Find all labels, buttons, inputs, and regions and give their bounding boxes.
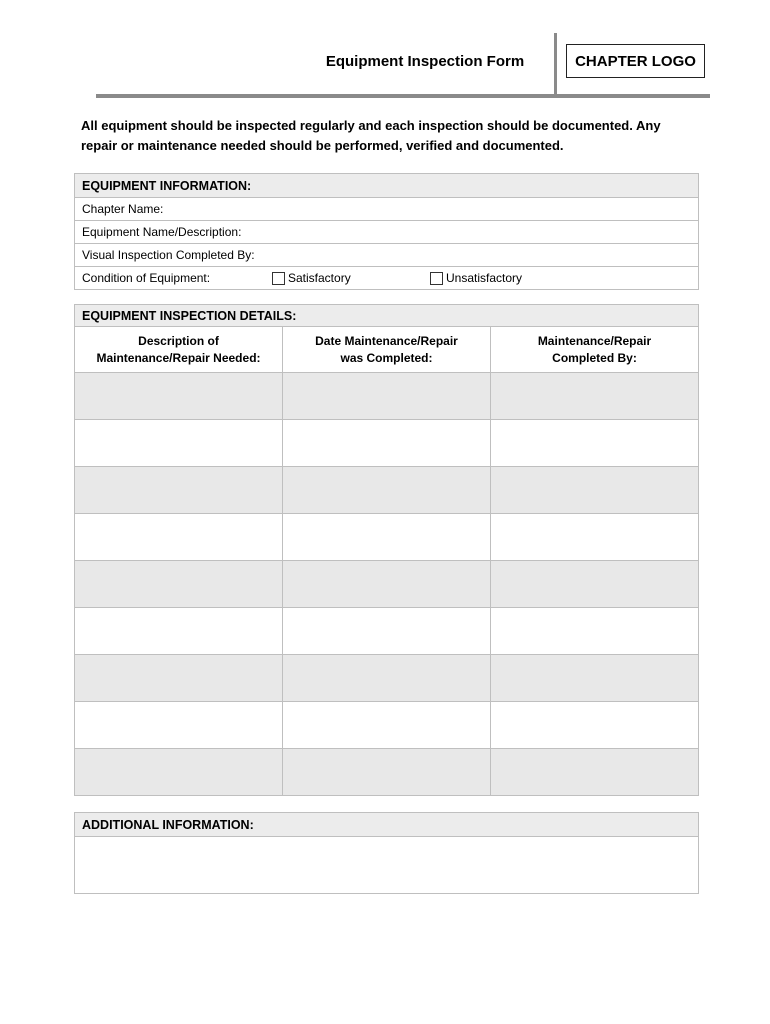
column-header-date-line-2: was Completed:	[340, 350, 433, 365]
date-cell[interactable]	[283, 749, 491, 796]
column-header-date	[283, 327, 491, 373]
date-cell[interactable]	[283, 373, 491, 420]
completed-by-cell[interactable]	[491, 420, 699, 467]
description-cell[interactable]	[75, 749, 283, 796]
column-header-completed-by-line-2: Completed By:	[552, 350, 637, 365]
intro-text	[81, 116, 701, 156]
chapter-name-field[interactable]	[75, 198, 699, 221]
date-cell[interactable]	[283, 420, 491, 467]
completed-by-cell[interactable]	[491, 749, 699, 796]
description-cell[interactable]	[75, 467, 283, 514]
unsatisfactory-option[interactable]	[430, 271, 522, 285]
satisfactory-option[interactable]	[272, 271, 430, 285]
additional-information-field[interactable]	[75, 837, 699, 894]
unsatisfactory-checkbox[interactable]	[430, 272, 443, 285]
additional-information-table	[74, 812, 699, 894]
date-cell[interactable]	[283, 655, 491, 702]
description-cell[interactable]	[75, 420, 283, 467]
table-row	[75, 608, 699, 655]
completed-by-cell[interactable]	[491, 655, 699, 702]
additional-information-heading: ADDITIONAL INFORMATION:	[75, 813, 699, 837]
date-cell[interactable]	[283, 561, 491, 608]
completed-by-cell[interactable]	[491, 561, 699, 608]
intro-line-2: repair or maintenance needed should be performed, verified and documented.	[81, 138, 564, 153]
intro-line-1: All equipment should be inspected regularly and each inspection should be documented. Any	[81, 118, 661, 133]
description-cell[interactable]	[75, 702, 283, 749]
satisfactory-checkbox[interactable]	[272, 272, 285, 285]
chapter-name-label: Chapter Name:	[82, 202, 164, 216]
completed-by-cell[interactable]	[491, 608, 699, 655]
inspected-by-label: Visual Inspection Completed By:	[82, 248, 255, 262]
satisfactory-label: Satisfactory	[288, 271, 351, 285]
inspected-by-field[interactable]	[75, 244, 699, 267]
equipment-information-table	[74, 173, 699, 290]
completed-by-cell[interactable]	[491, 702, 699, 749]
column-header-date-line-1: Date Maintenance/Repair	[315, 333, 458, 348]
table-row	[75, 702, 699, 749]
description-cell[interactable]	[75, 608, 283, 655]
description-cell[interactable]	[75, 514, 283, 561]
date-cell[interactable]	[283, 514, 491, 561]
form-title: Equipment Inspection Form	[325, 53, 525, 70]
column-header-completed-by	[491, 327, 699, 373]
column-header-completed-by-line-1: Maintenance/Repair	[537, 333, 652, 348]
column-header-description-line-2: Maintenance/Repair Needed:	[96, 350, 261, 365]
equipment-name-field[interactable]	[75, 221, 699, 244]
chapter-logo: CHAPTER LOGO	[566, 44, 705, 78]
table-row	[75, 655, 699, 702]
table-row	[75, 467, 699, 514]
completed-by-cell[interactable]	[491, 467, 699, 514]
table-row	[75, 514, 699, 561]
header-divider	[554, 33, 557, 96]
equipment-name-label: Equipment Name/Description:	[82, 225, 242, 239]
date-cell[interactable]	[283, 702, 491, 749]
table-row	[75, 561, 699, 608]
column-header-description-line-1: Description of	[138, 333, 219, 348]
inspection-details-heading: EQUIPMENT INSPECTION DETAILS:	[75, 305, 699, 327]
description-cell[interactable]	[75, 373, 283, 420]
date-cell[interactable]	[283, 467, 491, 514]
completed-by-cell[interactable]	[491, 514, 699, 561]
table-row	[75, 420, 699, 467]
column-header-description	[75, 327, 283, 373]
description-cell[interactable]	[75, 655, 283, 702]
date-cell[interactable]	[283, 608, 491, 655]
condition-row	[75, 267, 699, 290]
equipment-information-heading: EQUIPMENT INFORMATION:	[75, 174, 699, 198]
description-cell[interactable]	[75, 561, 283, 608]
header-rule	[96, 94, 710, 98]
completed-by-cell[interactable]	[491, 373, 699, 420]
table-row	[75, 373, 699, 420]
unsatisfactory-label: Unsatisfactory	[446, 271, 523, 285]
table-row	[75, 749, 699, 796]
condition-label: Condition of Equipment:	[82, 271, 211, 285]
inspection-details-table	[74, 304, 699, 796]
